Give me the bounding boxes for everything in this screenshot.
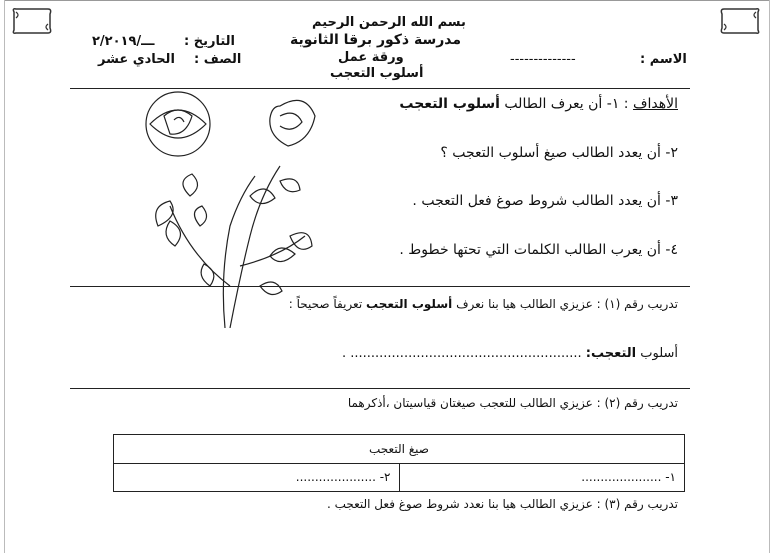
answer-label-bold: التعجب: [585,346,637,361]
exercise-2-prompt: تدريب رقم (٢) : عزيزي الطالب للتعجب صيغتان قياسيتان ،أذكرهما [347,396,678,410]
school-name: مدرسة ذكور برقا الثانوية [290,32,462,48]
scroll-ornament-icon [10,6,54,36]
section-divider-2 [70,388,690,389]
name-label: الاسم : [640,52,687,67]
objective-2-text: أن يعدد الطالب صيغ أسلوب التعجب ؟ [440,145,661,161]
rose-illustration [130,86,330,328]
worksheet-title: ورقة عمل [338,50,404,65]
objective-1-text: أن يعرف الطالب [499,96,603,112]
objective-3 [412,193,678,209]
exercise-1-prompt [289,297,678,311]
exercise-1-suffix: تعريفاً صحيحاً : [288,297,363,311]
forms-table-header: صيغ التعجب [114,435,685,464]
date-value: ـــ/٢/٢٠١٩ [92,34,155,49]
name-field[interactable]: -------------- [510,52,576,67]
objective-4-text: أن يعرب الطالب الكلمات التي تحتها خطوط . [399,242,661,258]
objective-4 [399,242,678,258]
section-divider-1 [70,286,690,287]
exercise-1-prefix: تدريب رقم (١) : عزيزي الطالب هيا بنا نعرف [456,297,678,311]
answer-label: أسلوب [640,346,678,361]
exercise-3-prompt: تدريب رقم (٣) : عزيزي الطالب هيا بنا نعدد شروط صوغ فعل التعجب . [326,497,678,511]
exercise-1-answer [342,346,678,361]
objective-1-num: ١- [606,96,620,112]
answer-blank[interactable]: ........................................................ . [341,346,582,361]
form-1-cell[interactable]: ١- ..................... [399,463,685,492]
page-border-left [4,0,5,553]
basmala: بسم الله الرحمن الرحيم [312,15,466,30]
class-value: الحادي عشر [98,52,175,67]
class-label: الصف : [194,52,242,67]
date-label: التاريخ : [184,34,235,49]
objective-2 [440,145,678,161]
objectives-label: الأهداف [632,96,678,112]
topic-title: أسلوب التعجب [330,66,424,81]
objective-3-text: أن يعدد الطالب شروط صوغ فعل التعجب . [412,193,661,209]
page-border-right [769,0,770,553]
objective-4-num: ٤- [665,242,678,258]
objective-1-bold: أسلوب التعجب [399,96,500,112]
scroll-ornament-icon [718,6,762,36]
objective-1: الأهداف : ١- أن يعرف الطالب أسلوب التعجب [399,96,678,112]
forms-table [113,434,685,492]
objective-3-num: ٣- [665,193,678,209]
form-2-cell[interactable]: ٢- ..................... [114,463,400,492]
page-border-top [4,0,770,1]
exercise-1-bold: أسلوب التعجب [366,297,453,311]
objective-2-num: ٢- [665,145,678,161]
